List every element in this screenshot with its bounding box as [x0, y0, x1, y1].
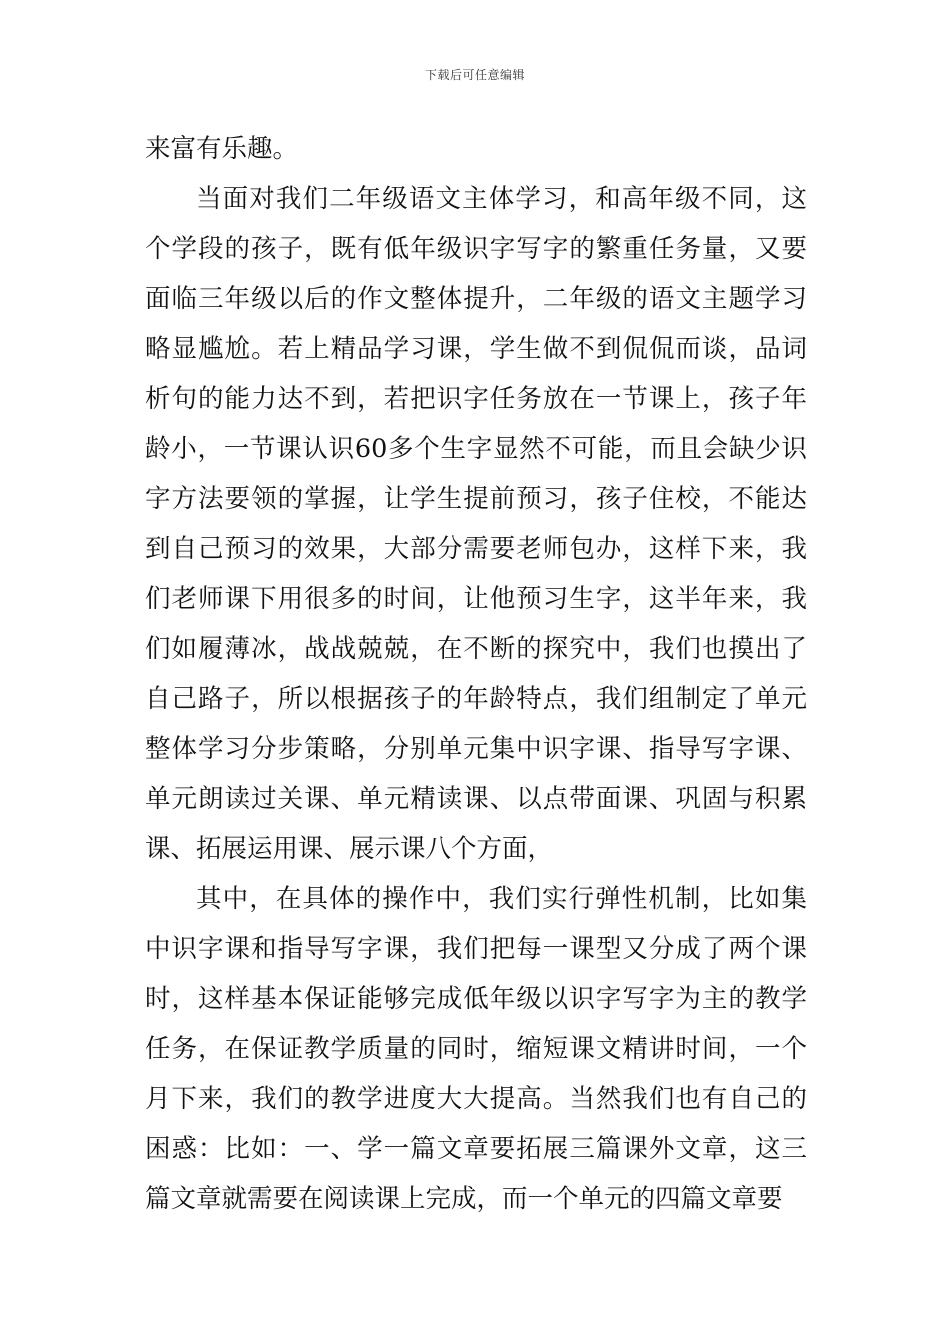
paragraph-2: 当面对我们二年级语文主体学习，和高年级不同，这个学段的孩子，既有低年级识字写字的繁重任务量，又要面临三年级以后的作文整体提升，二年级的语文主题学习略显尴尬。若上精品学习课，学生做不到侃侃而谈，品词析句的能力达不到，若把识字任务放在一节课上，孩子年龄小，一节课认识60多个生字显然不可能，而且会缺少识字方法要领的掌握，让学生提前预习，孩子住校，不能达到自己预习的效果，大部分需要老师包办，这样下来，我们老师课下用很多的时间，让他预习生字，这半年来，我们如履薄冰，战战兢兢，在不断的探究中，我们也摸出了自己路子，所以根据孩子的年龄特点，我们组制定了单元整体学习分步策略，分别单元集中识字课、指导写字课、单元朗读过关课、单元精读课、以点带面课、巩固与积累课、拓展运用课、展示课八个方面， — [145, 184, 807, 864]
page-header: 下载后可任意编辑 — [424, 68, 525, 82]
document-body — [145, 124, 807, 1224]
paragraph-1: 来富有乐趣。 — [145, 134, 299, 164]
paragraph-3: 其中，在具体的操作中，我们实行弹性机制，比如集中识字课和指导写字课，我们把每一课型又分成了两个课时，这样基本保证能够完成低年级以识字写字为主的教学任务，在保证教学质量的同时，缩短课文精讲时间，一个月下来，我们的教学进度大大提高。当然我们也有自己的困惑：比如：一、学一篇文章要拓展三篇课外文章，这三篇文章就需要在阅读课上完成，而一个单元的四篇文章要 — [145, 884, 807, 1214]
